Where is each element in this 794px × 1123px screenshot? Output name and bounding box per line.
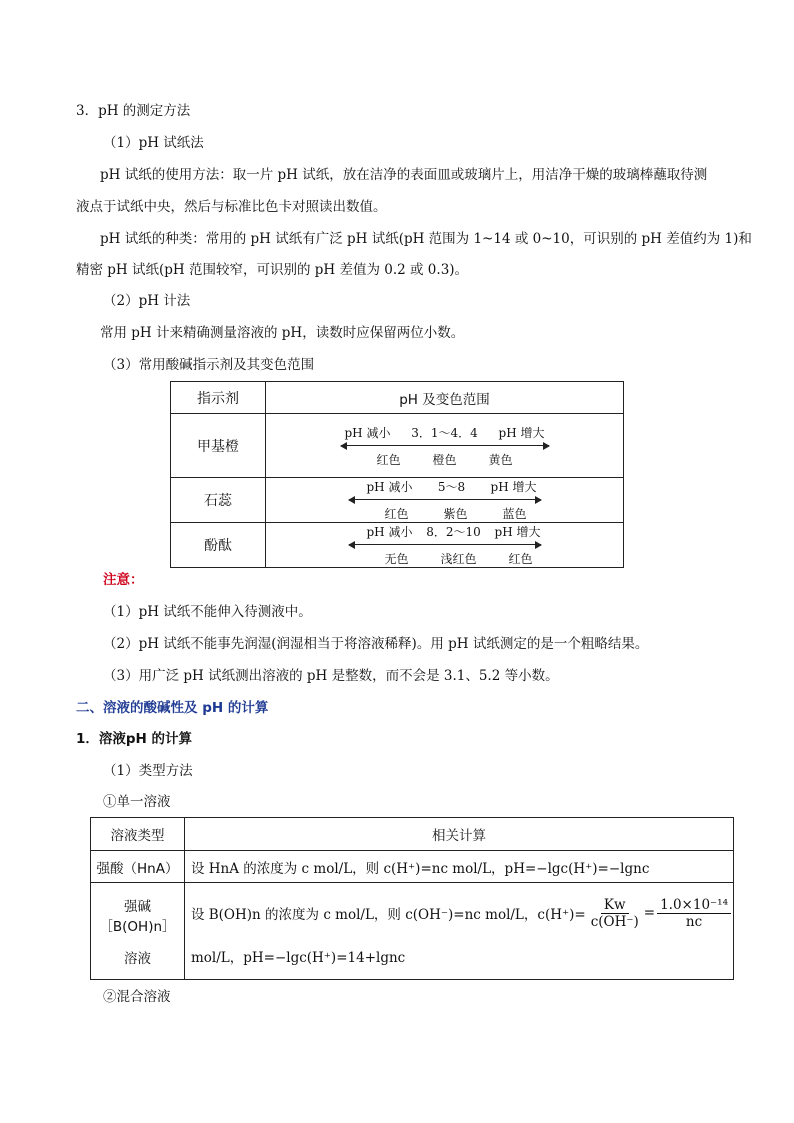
subsection-ph-paper: （1）pH 试纸法 — [103, 135, 204, 151]
color-high: 蓝色 — [502, 507, 527, 521]
paragraph-usage-2: 液点于试纸中央，然后与标准比色卡对照读出数值。 — [76, 199, 387, 215]
color-low: 红色 — [376, 452, 401, 467]
calc-subsection: （1）类型方法 — [103, 763, 193, 779]
ph-decrease-label: pH 减小 — [366, 525, 413, 539]
color-scale — [349, 523, 541, 567]
indicator-name: 酚酞 — [171, 523, 266, 568]
kw-fraction — [588, 897, 642, 930]
color-scale — [341, 424, 549, 468]
base-calc-intro: 设 B(OH)n 的浓度为 c mol/L，则 c(OH⁻)=nc mol/L，c(H⁺)= — [190, 907, 586, 923]
indicator-name: 甲基橙 — [171, 414, 266, 478]
color-scale — [349, 478, 541, 522]
ph-increase-label: pH 增大 — [490, 480, 537, 494]
calc-title: 1．溶液pH 的计算 — [76, 731, 193, 747]
indicator-name: 石蕊 — [171, 478, 266, 523]
fraction-denominator: c(OH⁻) — [590, 913, 639, 930]
base-label — [91, 883, 185, 980]
solution-type-header: 溶液类型 — [91, 818, 185, 851]
part-title: 二、溶液的酸碱性及 pH 的计算 — [76, 700, 269, 716]
subsection-indicators: （3）常用酸碱指示剂及其变色范围 — [103, 357, 315, 373]
indicator-table — [170, 381, 624, 568]
value-fraction — [657, 897, 731, 930]
color-low: 无色 — [384, 552, 409, 566]
double-arrow — [349, 497, 541, 503]
double-arrow — [349, 542, 541, 548]
color-mid: 橙色 — [432, 452, 457, 467]
base-calc: 设 B(OH)n 的浓度为 c mol/L，则 c(OH⁻)=nc mol/L，c(H⁺)= $\frac{Kw}{c(OH^-)}$ = $\frac{\text{1.0×10⁻¹⁴}}{nc}$ mol/L，pH=−lgc(H⁺)=14+lgnc — [184, 883, 733, 980]
ph-increase-label: pH 增大 — [494, 525, 541, 539]
color-mid: 紫色 — [443, 507, 468, 521]
note-item: （1）pH 试纸不能伸入待测液中。 — [103, 604, 312, 620]
ph-decrease-label: pH 减小 — [344, 425, 391, 440]
indicator-header: 指示剂 — [171, 382, 266, 414]
section-title: 3．pH 的测定方法 — [76, 103, 191, 119]
color-high: 黄色 — [488, 452, 513, 467]
note-item: （2）pH 试纸不能事先润湿(润湿相当于将溶液稀释)。用 pH 试纸测定的是一个粗略结果。 — [103, 636, 649, 652]
double-arrow — [341, 443, 549, 449]
acid-label: 强酸（HnA） — [91, 851, 185, 883]
single-solution-title: ①单一溶液 — [103, 794, 171, 810]
color-low: 红色 — [384, 507, 409, 521]
note-item: （3）用广泛 pH 试纸测出溶液的 pH 是整数，而不会是 3.1、5.2 等小数。 — [103, 668, 559, 684]
color-high: 红色 — [508, 552, 533, 566]
fraction-numerator: Kw — [601, 897, 629, 914]
ph-range: 8．2～10 — [426, 525, 481, 539]
color-mid: 浅红色 — [440, 552, 477, 566]
fraction-denominator: nc — [685, 913, 703, 930]
mixed-solution-title: ②混合溶液 — [103, 989, 171, 1005]
base-label-line1: 强碱［B(OH)n］ — [99, 899, 176, 935]
fraction-numerator: 1.0×10⁻¹⁴ — [657, 897, 731, 914]
paragraph-types-1: pH 试纸的种类：常用的 pH 试纸有广泛 pH 试纸(pH 范围为 1~14 或 0~10，可识别的 pH 差值约为 1)和 — [100, 231, 752, 247]
base-label-line2: 溶液 — [123, 951, 151, 967]
range-header: pH 及变色范围 — [266, 382, 624, 414]
ph-decrease-label: pH 减小 — [366, 480, 413, 494]
paragraph-types-2: 精密 pH 试纸(pH 范围较窄，可识别的 pH 差值为 0.2 或 0.3)。 — [76, 262, 469, 278]
paragraph-usage-1: pH 试纸的使用方法：取一片 pH 试纸，放在洁净的表面皿或玻璃片上，用洁净干燥的玻璃棒蘸取待测 — [100, 167, 708, 183]
base-calc-end: mol/L，pH=−lgc(H⁺)=14+lgnc — [190, 949, 406, 966]
ph-increase-label: pH 增大 — [498, 425, 545, 440]
ph-range: 3．1～4．4 — [411, 425, 478, 440]
solution-table — [90, 817, 734, 980]
note-title: 注意： — [103, 572, 144, 588]
acid-calc: 设 HnA 的浓度为 c mol/L，则 c(H⁺)=nc mol/L，pH=−lgc(H⁺)=−lgnc — [184, 851, 733, 883]
calc-header: 相关计算 — [184, 818, 733, 851]
subsection-ph-meter: （2）pH 计法 — [103, 293, 191, 309]
ph-range: 5～8 — [437, 480, 466, 494]
paragraph-meter: 常用 pH 计来精确测量溶液的 pH，读数时应保留两位小数。 — [100, 325, 465, 341]
